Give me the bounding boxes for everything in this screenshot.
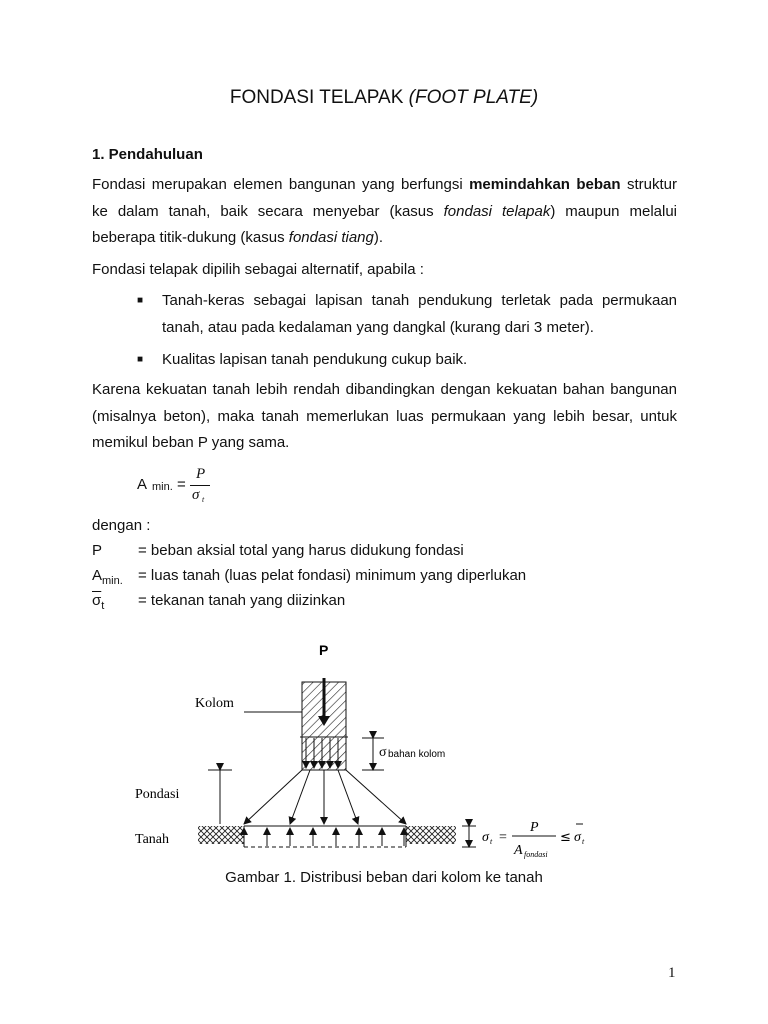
kolom-label: Kolom [195, 696, 234, 711]
definition-symbol: P [92, 542, 103, 559]
soil-left [198, 826, 244, 844]
tanah-label: Tanah [135, 832, 170, 847]
figure-caption: Gambar 1. Distribusi beban dari kolom ke tanah [225, 869, 543, 886]
title-main: FONDASI TELAPAK [229, 87, 409, 108]
definition-row [92, 592, 692, 612]
intro-text-2: struktur ke dalam tanah, baik secara menyebar (kasus [92, 176, 677, 220]
svg-text:≤: ≤ [560, 830, 571, 845]
spreading-arrows [244, 770, 406, 824]
definition-text: = luas tanah (luas pelat fondasi) minimum yang diperlukan [138, 567, 527, 584]
bullet-square-icon: ■ [137, 295, 144, 306]
intro-italic-1: fondasi telapak [443, 202, 551, 220]
bullet-square-icon: ■ [137, 354, 144, 365]
definition-symbol: $A_{min.}$ [92, 567, 123, 587]
sigma-subscript: bahan kolom [388, 749, 446, 760]
load-distribution-figure [0, 630, 768, 870]
intro-text-1: Fondasi merupakan elemen bangunan yang berfungsi [92, 176, 470, 193]
svg-text:σ: σ [482, 830, 489, 845]
formula-lhs-sub: min. [152, 481, 173, 493]
svg-text:P: P [530, 820, 539, 835]
definition-symbol: $\overline{\sigma}_t$ [92, 592, 105, 612]
dengan-label: dengan : [92, 517, 151, 534]
svg-text:fondasi: fondasi [524, 850, 548, 859]
fraction-bar [190, 485, 210, 486]
soil-reaction-arrows [244, 828, 404, 846]
alternatif-line: Fondasi telapak dipilih sebagai alternatif, apabila : [92, 261, 424, 278]
formula-denominator-sub: t [202, 495, 205, 504]
load-label: P [319, 642, 329, 658]
svg-text:=: = [499, 830, 507, 845]
svg-text:t: t [582, 837, 585, 846]
intro-italic-2: fondasi tiang [288, 229, 374, 246]
soil-right [406, 826, 456, 844]
pondasi-label: Pondasi [135, 787, 180, 802]
svg-text:σ: σ [574, 830, 581, 845]
karena-paragraph: Karena kekuatan tanah lebih rendah dibandingkan dengan kekuatan bahan bangunan (misalnya beton), maka tanah memerlukan luas permukaan yang lebih besar, untuk memikul beban P yang sama. [92, 381, 677, 451]
definition-text: = beban aksial total yang harus didukung fondasi [138, 542, 464, 559]
page-number: 1 [668, 965, 676, 981]
definition-row [92, 567, 692, 587]
intro-text-3: ) maupun melalui beberapa titik-dukung (kasus [92, 202, 678, 246]
intro-bold: memindahkan beban [469, 176, 621, 193]
bullet-item-2: Kualitas lapisan tanah pendukung cukup baik. [162, 351, 468, 368]
formula-numerator: P [196, 466, 206, 482]
intro-text-4: ). [373, 229, 384, 246]
document-title [0, 87, 768, 109]
formula-lhs: A [137, 476, 148, 493]
formula-equals: = [177, 476, 186, 493]
title-italic: (FOOT PLATE) [408, 87, 539, 108]
definition-row [92, 542, 692, 562]
pondasi-dimension [208, 770, 232, 824]
soil-stress-dimension [462, 826, 476, 847]
definition-text: = tekanan tanah yang diizinkan [138, 592, 346, 609]
bullet-item-1: Tanah-keras sebagai lapisan tanah pendukung terletak pada permukaan tanah, atau pada kedalaman yang dangkal (kurang dari 3 meter). [162, 292, 677, 336]
section-heading: 1. Pendahuluan [92, 146, 203, 163]
area-formula [137, 468, 257, 508]
svg-text:t: t [490, 837, 493, 846]
formula-denominator: σ [192, 487, 200, 503]
svg-text:A: A [514, 843, 523, 858]
sigma-symbol: σ [379, 745, 387, 760]
soil-stress-equation [482, 820, 585, 859]
intro-paragraph [92, 172, 677, 252]
